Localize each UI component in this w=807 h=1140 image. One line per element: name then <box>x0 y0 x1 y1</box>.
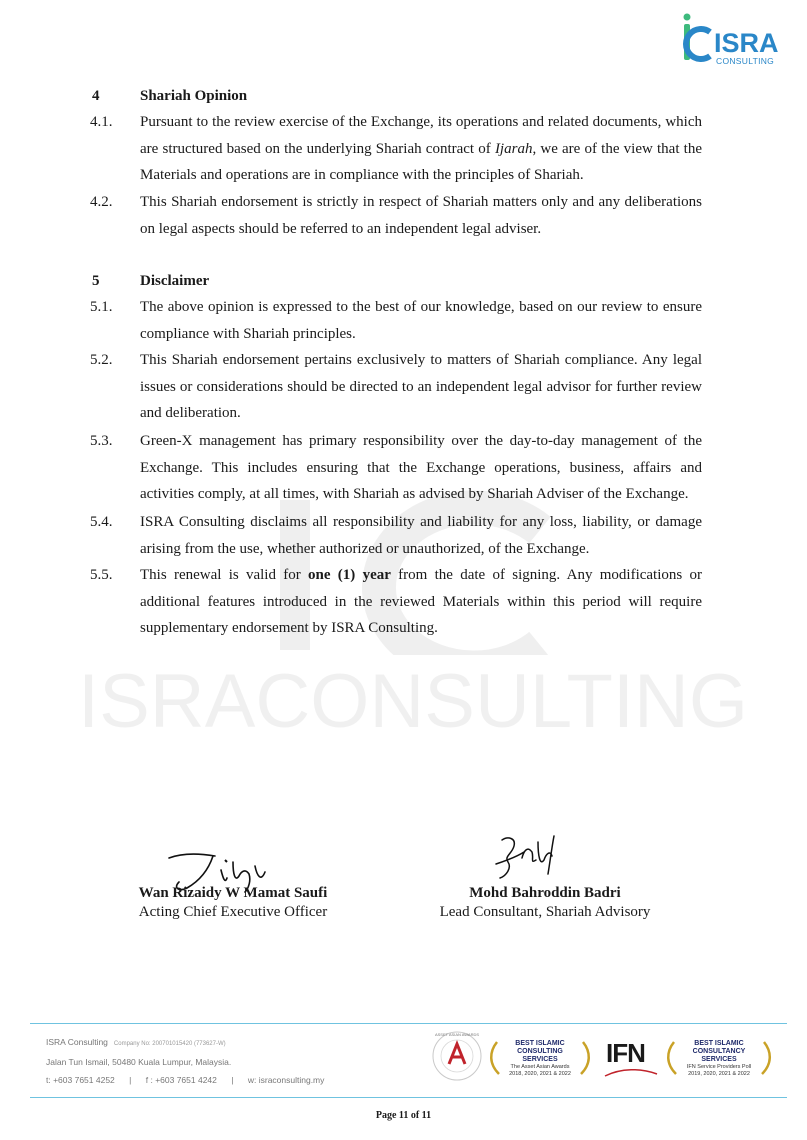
signatory-lead-consultant <box>425 884 665 922</box>
footer-top-rule <box>30 1023 787 1024</box>
section-title: Shariah Opinion <box>140 88 248 104</box>
ifn-awards-swoosh-icon <box>603 1066 659 1080</box>
page-number: Page 11 of 11 <box>375 1110 432 1121</box>
isra-logo <box>676 12 788 66</box>
award-years: 2018, 2020, 2021 & 2022 <box>509 1070 571 1077</box>
clause-text-part: This renewal is valid for <box>140 567 309 583</box>
clause-text <box>140 562 702 642</box>
signatory-role: Lead Consultant, Shariah Advisory <box>439 904 651 920</box>
clause-text-part: , we are of the view that the Materials and operations are in compliance with the principles of Shariah. <box>140 140 702 184</box>
footer-bottom-rule <box>30 1097 787 1098</box>
award-asset-asian <box>500 1040 580 1077</box>
clause-number: 5.2. <box>90 352 113 368</box>
ifn-badge: IFN <box>606 1038 645 1068</box>
asset-badge-label: ASSET ASIAN AWARDS <box>434 1032 480 1037</box>
clause-number: 5.1. <box>90 299 113 315</box>
award-source: IFN Service Providers Poll <box>686 1064 752 1070</box>
footer-company-info <box>46 1033 324 1089</box>
footer-address: Jalan Tun Ismail, 50480 Kuala Lumpur, Malaysia. <box>46 1057 232 1067</box>
clause-text: This Shariah endorsement pertains exclusively to matters of Shariah compliance. Any legal issues or considerations should be directed to an independent legal advisor for further review and deliberation. <box>140 352 702 422</box>
clause-5-2 <box>90 347 702 427</box>
clause-text: Green-X management has primary responsibility over the day-to-day management of the Exchange. This includes ensuring that the Exchange operations, business, affairs and activities comply, at all times, with Shariah as advised by Shariah Adviser of the Exchange. <box>140 433 702 503</box>
footer-separator: | <box>129 1075 132 1085</box>
section-number: 5 <box>92 273 100 289</box>
logo-wordmark: ISRA <box>714 28 779 58</box>
clause-text: ISRA Consulting disclaims all responsibility and liability for any loss, liability, or damage arising from the use, whether authorized or unauthorized, of the Exchange. <box>140 514 702 557</box>
award-ifn <box>676 1040 762 1077</box>
clause-4-1 <box>90 109 702 189</box>
clause-5-4 <box>90 509 702 562</box>
clause-number: 5.3. <box>90 433 113 449</box>
signatory-name: Wan Rizaidy W Mamat Saufi <box>138 885 328 901</box>
asset-asian-awards-badge-icon <box>431 1030 483 1082</box>
signatory-name: Mohd Bahroddin Badri <box>469 885 621 901</box>
clause-5-3 <box>90 428 702 508</box>
logo-subtitle: CONSULTING <box>716 56 775 66</box>
award-years: 2019, 2020, 2021 & 2022 <box>688 1070 750 1077</box>
award-title: BEST ISLAMIC CONSULTING SERVICES <box>515 1040 565 1063</box>
footer-company-line <box>46 1033 324 1053</box>
clause-text-part: from the date of signing. Any modifications or additional features introduced in the reviewed Materials within this period will require supplementary endorsement by ISRA Consulting. <box>140 567 703 637</box>
footer-company-name: ISRA Consulting <box>46 1037 108 1047</box>
footer-tel: t: +603 7651 4252 <box>46 1075 115 1085</box>
clause-number: 5.5. <box>90 567 113 583</box>
signature-lead-consultant <box>494 832 564 884</box>
clause-number: 5.4. <box>90 514 113 530</box>
isra-logo-mark-icon <box>676 12 716 66</box>
signatory-role: Acting Chief Executive Officer <box>138 904 328 920</box>
section-number: 4 <box>92 88 100 104</box>
footer-fax: f : +603 7651 4242 <box>145 1075 217 1085</box>
clause-text: The above opinion is expressed to the best of our knowledge, based on our review to ensure compliance with Shariah principles. <box>140 299 702 342</box>
clause-text <box>140 109 702 189</box>
award-title: BEST ISLAMIC CONSULTANCY SERVICES <box>692 1040 746 1063</box>
contract-term: Ijarah <box>494 140 533 157</box>
footer-contact-line <box>46 1071 324 1089</box>
watermark-text: ISRACONSULTING <box>78 659 749 744</box>
validity-period: one (1) year <box>308 567 391 583</box>
footer-company-number: Company No: 200701015420 (773627-W) <box>113 1041 226 1047</box>
clause-number: 4.2. <box>90 194 113 210</box>
clause-text-part: Pursuant to the review exercise of the Exchange, its operations and related documents, which are structured based on the underlying Shariah contract of <box>140 114 702 157</box>
footer-web: w: israconsulting.my <box>247 1075 325 1085</box>
award-source: The Asset Asian Awards <box>510 1064 570 1070</box>
clause-number: 4.1. <box>90 114 113 130</box>
signatory-ceo <box>120 884 346 922</box>
footer-separator: | <box>231 1075 234 1085</box>
clause-5-5 <box>90 562 702 642</box>
clause-4-2 <box>90 189 702 242</box>
section-title: Disclaimer <box>140 273 210 289</box>
clause-text: This Shariah endorsement is strictly in respect of Shariah matters only and any deliberations on legal aspects should be referred to an independent legal adviser. <box>140 194 702 237</box>
clause-5-1 <box>90 294 702 347</box>
